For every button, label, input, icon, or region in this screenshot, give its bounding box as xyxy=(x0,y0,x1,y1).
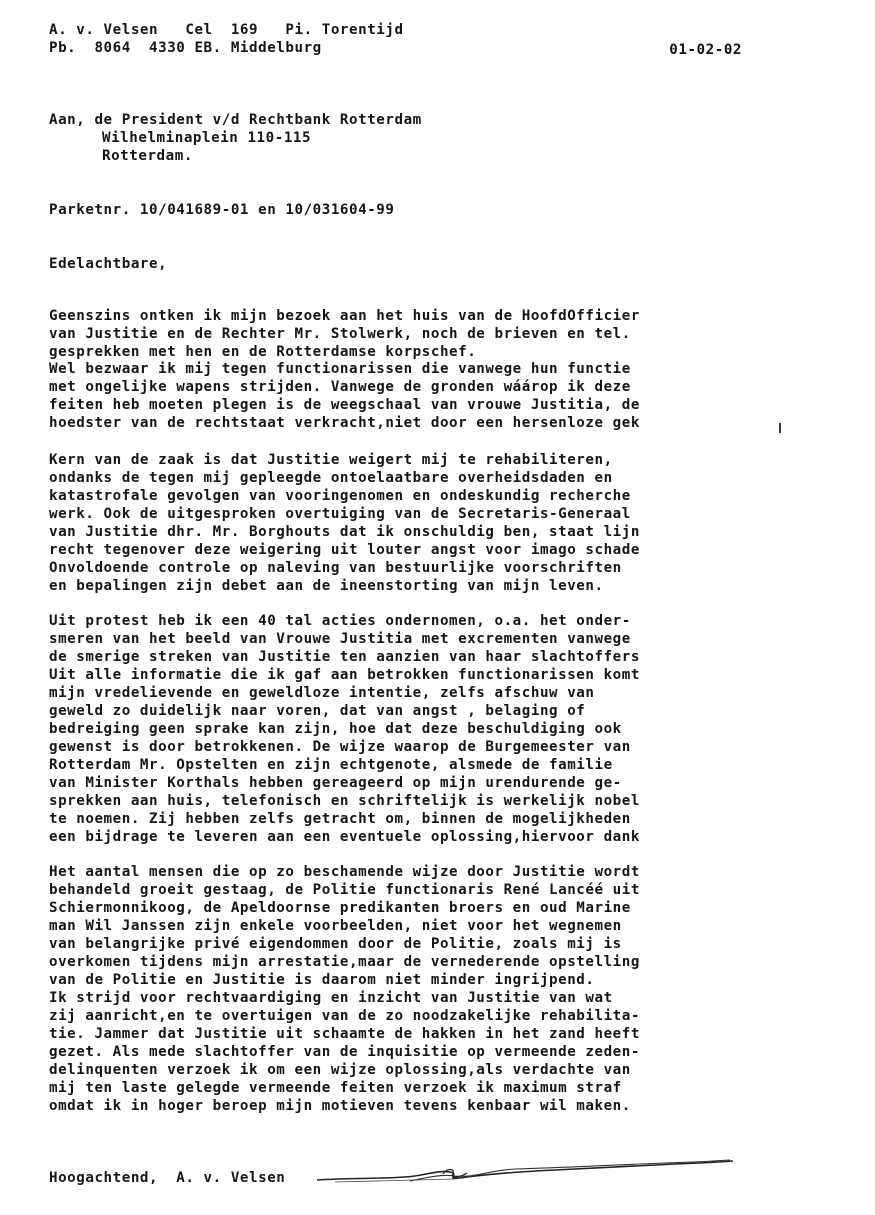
paragraph-line: Kern van de zaak is dat Justitie weigert mij te rehabiliteren, xyxy=(49,452,613,468)
paragraph-line: een bijdrage te leveren aan een eventuele oplossing,hiervoor dank xyxy=(49,829,640,845)
paragraph-line: werk. Ook de uitgesproken overtuiging van de Secretaris-Generaal xyxy=(49,506,631,522)
paragraph-line: mijn vredelievende en geweldloze intentie, zelfs afschuw van xyxy=(49,685,595,701)
paragraph-line: katastrofale gevolgen van vooringenomen en ondeskundig recherche xyxy=(49,488,631,504)
stray-pen-mark xyxy=(779,423,781,433)
paragraph-line: feiten heb moeten plegen is de weegschaal van vrouwe Justitia, de xyxy=(49,397,640,413)
paragraph-line: Uit alle informatie die ik gaf aan betrokken functionarissen komt xyxy=(49,667,640,683)
closing-line: Hoogachtend, A. v. Velsen xyxy=(49,1170,286,1186)
paragraph-line: Wel bezwaar ik mij tegen functionarissen die vanwege hun functie xyxy=(49,361,631,377)
paragraph-line: Het aantal mensen die op zo beschamende wijze door Justitie wordt xyxy=(49,864,640,880)
paragraph-line: recht tegenover deze weigering uit louter angst voor imago schade xyxy=(49,542,640,558)
paragraph-line: van Justitie en de Rechter Mr. Stolwerk, noch de brieven en tel. xyxy=(49,326,631,342)
paragraph-line: geweld zo duidelijk naar voren, dat van angst , belaging of xyxy=(49,703,586,719)
paragraph-line: zij aanricht,en te overtuigen van de zo noodzakelijke rehabilita- xyxy=(49,1008,640,1024)
paragraph-line: Uit protest heb ik een 40 tal acties ondernomen, o.a. het onder- xyxy=(49,613,631,629)
recipient-line-3: Rotterdam. xyxy=(102,148,193,164)
paragraph-line: behandeld groeit gestaag, de Politie functionaris René Lancéé uit xyxy=(49,882,640,898)
paragraph-line: van belangrijke privé eigendommen door de Politie, zoals mij is xyxy=(49,936,622,952)
recipient-line-1: Aan, de President v/d Rechtbank Rotterdam xyxy=(49,112,422,128)
paragraph-line: de smerige streken van Justitie ten aanzien van haar slachtoffers xyxy=(49,649,640,665)
case-reference: Parketnr. 10/041689-01 en 10/031604-99 xyxy=(49,202,395,218)
paragraph-line: en bepalingen zijn debet aan de ineenstorting van mijn leven. xyxy=(49,578,604,594)
paragraph-line: gesprekken met hen en de Rotterdamse korpschef. xyxy=(49,344,477,360)
paragraph-line: mij ten laste gelegde vermeende feiten verzoek ik maximum straf xyxy=(49,1080,622,1096)
paragraph-line: bedreiging geen sprake kan zijn, hoe dat deze beschuldiging ook xyxy=(49,721,622,737)
sender-line-1: A. v. Velsen Cel 169 Pi. Torentijd xyxy=(49,22,404,38)
paragraph-line: Rotterdam Mr. Opstelten en zijn echtgenote, alsmede de familie xyxy=(49,757,613,773)
sender-line-2: Pb. 8064 4330 EB. Middelburg xyxy=(49,40,322,56)
paragraph-line: van de Politie en Justitie is daarom niet minder ingrijpend. xyxy=(49,972,595,988)
paragraph-line: tie. Jammer dat Justitie uit schaamte de hakken in het zand heeft xyxy=(49,1026,640,1042)
paragraph-line: Ik strijd voor rechtvaardiging en inzicht van Justitie van wat xyxy=(49,990,613,1006)
paragraph-line: van Justitie dhr. Mr. Borghouts dat ik onschuldig ben, staat lijn xyxy=(49,524,640,540)
paragraph-line: gewenst is door betrokkenen. De wijze waarop de Burgemeester van xyxy=(49,739,631,755)
salutation: Edelachtbare, xyxy=(49,256,168,272)
paragraph-line: van Minister Korthals hebben gereageerd op mijn urendurende ge- xyxy=(49,775,622,791)
paragraph-line: smeren van het beeld van Vrouwe Justitia met excrementen vanwege xyxy=(49,631,631,647)
paragraph-line: man Wil Janssen zijn enkele voorbeelden, niet voor het wegnemen xyxy=(49,918,622,934)
paragraph-line: Geenszins ontken ik mijn bezoek aan het huis van de HoofdOfficier xyxy=(49,308,640,324)
paragraph-line: ondanks de tegen mij gepleegde ontoelaatbare overheidsdaden en xyxy=(49,470,613,486)
recipient-line-2: Wilhelminaplein 110-115 xyxy=(102,130,312,146)
paragraph-line: overkomen tijdens mijn arrestatie,maar de vernederende opstelling xyxy=(49,954,640,970)
paragraph-line: sprekken aan huis, telefonisch en schriftelijk is werkelijk nobel xyxy=(49,793,640,809)
handwritten-signature xyxy=(315,1150,735,1190)
paragraph-line: hoedster van de rechtstaat verkracht,niet door een hersenloze gek xyxy=(49,415,640,431)
paragraph-line: gezet. Als mede slachtoffer van de inquisitie op vermeende zeden- xyxy=(49,1044,640,1060)
letter-date: 01-02-02 xyxy=(669,42,742,58)
paragraph-line: Schiermonnikoog, de Apeldoornse predikanten broers en oud Marine xyxy=(49,900,631,916)
paragraph-line: met ongelijke wapens strijden. Vanwege de gronden wáárop ik deze xyxy=(49,379,631,395)
paragraph-line: te noemen. Zij hebben zelfs getracht om, binnen de mogelijkheden xyxy=(49,811,631,827)
paragraph-line: omdat ik in hoger beroep mijn motieven tevens kenbaar wil maken. xyxy=(49,1098,631,1114)
paragraph-line: delinquenten verzoek ik om een wijze oplossing,als verdachte van xyxy=(49,1062,631,1078)
paragraph-line: Onvoldoende controle op naleving van bestuurlijke voorschriften xyxy=(49,560,622,576)
